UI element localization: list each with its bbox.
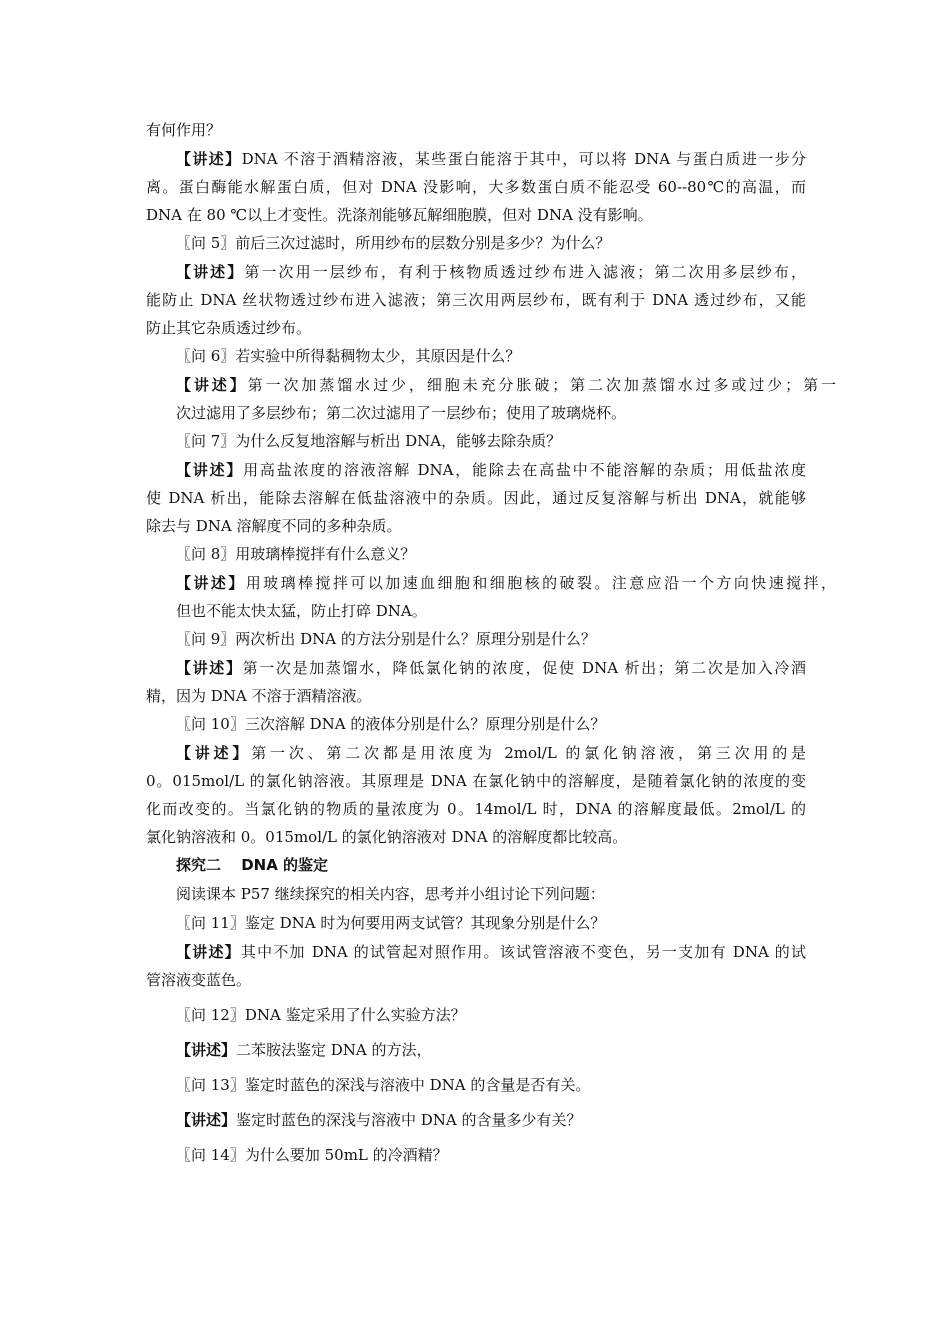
text-line: 〖问 5〗前后三次过滤时，所用纱布的层数分别是多少？为什么？ [176,234,611,252]
text-line: 阅读课本 P57 继续探究的相关内容，思考并小组讨论下列问题： [176,885,605,903]
text-line: 次过滤用了多层纱布；第二次过滤用了一层纱布；使用了玻璃烧杯。 [176,404,627,422]
text-line: 〖问 11〗鉴定 DNA 时为何要用两支试管？其现象分别是什么？ [176,914,606,932]
paragraph-explanation [146,145,806,229]
explanation-tag: 【讲述】 [176,659,243,677]
explanation-tag: 【讲述】 [176,943,241,961]
explanation-tag: 【讲述】 [176,574,246,592]
text-line: 〖问 8〗用玻璃棒搅拌有什么意义？ [176,545,416,563]
text-line: 使 DNA 析出，能除去溶解在低盐溶液中的杂质。因此，通过反复溶解与析出 DNA，就能够 [146,489,806,507]
explanation-tag: 【讲述】 [176,1111,237,1129]
paragraph-explanation [146,371,836,427]
text-line: 二苯胺法鉴定 DNA 的方法， [236,1041,432,1059]
text-line: 离。蛋白酶能水解蛋白质，但对 DNA 没影响，大多数蛋白质不能忍受 60--80℃的高温，而 [146,178,806,196]
question [146,1141,836,1169]
text-line: 〖问 12〗DNA 鉴定采用了什么实验方法？ [176,1006,466,1024]
question [146,1001,836,1029]
explanation-tag: 【讲述】 [176,1041,237,1059]
text-line: 〖问 14〗为什么要加 50mL 的冷酒精？ [176,1146,448,1164]
text-line: 〖问 7〗为什么反复地溶解与析出 DNA，能够去除杂质？ [176,432,562,450]
paragraph-explanation [146,938,806,994]
explanation-tag: 【讲述】 [176,376,248,394]
text-line: 第一次、第二次都是用浓度为 2mol/L 的氯化钠溶液，第三次用的是 [251,744,806,762]
text-line: 第一次是加蒸馏水，降低氯化钠的浓度，促使 DNA 析出；第二次是加入冷酒 [242,659,806,677]
paragraph-explanation [146,569,836,625]
paragraph-explanation [146,258,806,342]
paragraph-explanation [146,1106,836,1134]
text-line: 鉴定时蓝色的深浅与溶液中 DNA 的含量多少有关？ [236,1111,582,1129]
text-line: 用玻璃棒搅拌可以加速血细胞和细胞核的破裂。注意应沿一个方向快速搅拌， [245,574,836,592]
paragraph-explanation [146,1036,836,1064]
paragraph-explanation [146,654,806,710]
question [146,710,836,738]
text-line: 除去与 DNA 溶解度不同的多种杂质。 [146,517,402,535]
question [146,909,836,937]
text-line: 有何作用？ [146,121,222,139]
text-line: 能防止 DNA 丝状物透过纱布进入滤液；第三次用两层纱布，既有利于 DNA 透过纱布，又能 [146,291,806,309]
question [146,229,836,257]
text-line: 但也不能太快太猛，防止打碎 DNA。 [176,602,427,620]
text-line: DNA 不溶于酒精溶液，某些蛋白能溶于其中，可以将 DNA 与蛋白质进一步分 [241,150,806,168]
text-line: 管溶液变蓝色。 [146,971,252,989]
question [146,427,836,455]
text-line: DNA 在 80 ℃以上才变性。洗涤剂能够瓦解细胞膜，但对 DNA 没有影响。 [146,206,653,224]
paragraph-explanation [146,739,806,851]
text-line: 防止其它杂质透过纱布。 [146,319,312,337]
section-heading-text: 探究二 DNA 的鉴定 [176,856,329,874]
instruction [146,880,836,908]
text-line: 〖问 10〗三次溶解 DNA 的液体分别是什么？原理分别是什么？ [176,715,606,733]
text-line: 〖问 6〗若实验中所得黏稠物太少，其原因是什么？ [176,347,521,365]
text-line: 其中不加 DNA 的试管起对照作用。该试管溶液不变色，另一支加有 DNA 的试 [240,943,806,961]
text-line: 精，因为 DNA 不溶于酒精溶液。 [146,687,372,705]
question [146,625,836,653]
paragraph-explanation [146,456,806,540]
text-line: 第一次用一层纱布，有利于核物质透过纱布进入滤液；第二次用多层纱布， [244,263,806,281]
text-line: 化而改变的。当氯化钠的物质的量浓度为 0。14mol/L 时，DNA 的溶解度最低。2mol/L 的 [146,800,806,818]
paragraph-continuation [146,116,806,144]
text-line: 第一次加蒸馏水过少，细胞未充分胀破；第二次加蒸馏水过多或过少；第一 [247,376,836,394]
question [146,342,836,370]
text-line: 用高盐浓度的溶液溶解 DNA，能除去在高盐中不能溶解的杂质；用低盐浓度 [243,461,806,479]
text-line: 氯化钠溶液和 0。015mol/L 的氯化钠溶液对 DNA 的溶解度都比较高。 [146,828,628,846]
explanation-tag: 【讲述】 [176,744,252,762]
question [146,540,836,568]
section-heading [146,851,836,879]
text-line: 0。015mol/L 的氯化钠溶液。其原理是 DNA 在氯化钠中的溶解度，是随着氯化钠的浓度的变 [146,772,806,790]
question [146,1071,836,1099]
explanation-tag: 【讲述】 [176,263,245,281]
text-line: 〖问 13〗鉴定时蓝色的深浅与溶液中 DNA 的含量是否有关。 [176,1076,591,1094]
text-line: 〖问 9〗两次析出 DNA 的方法分别是什么？原理分别是什么？ [176,630,596,648]
explanation-tag: 【讲述】 [176,461,244,479]
explanation-tag: 【讲述】 [176,150,242,168]
